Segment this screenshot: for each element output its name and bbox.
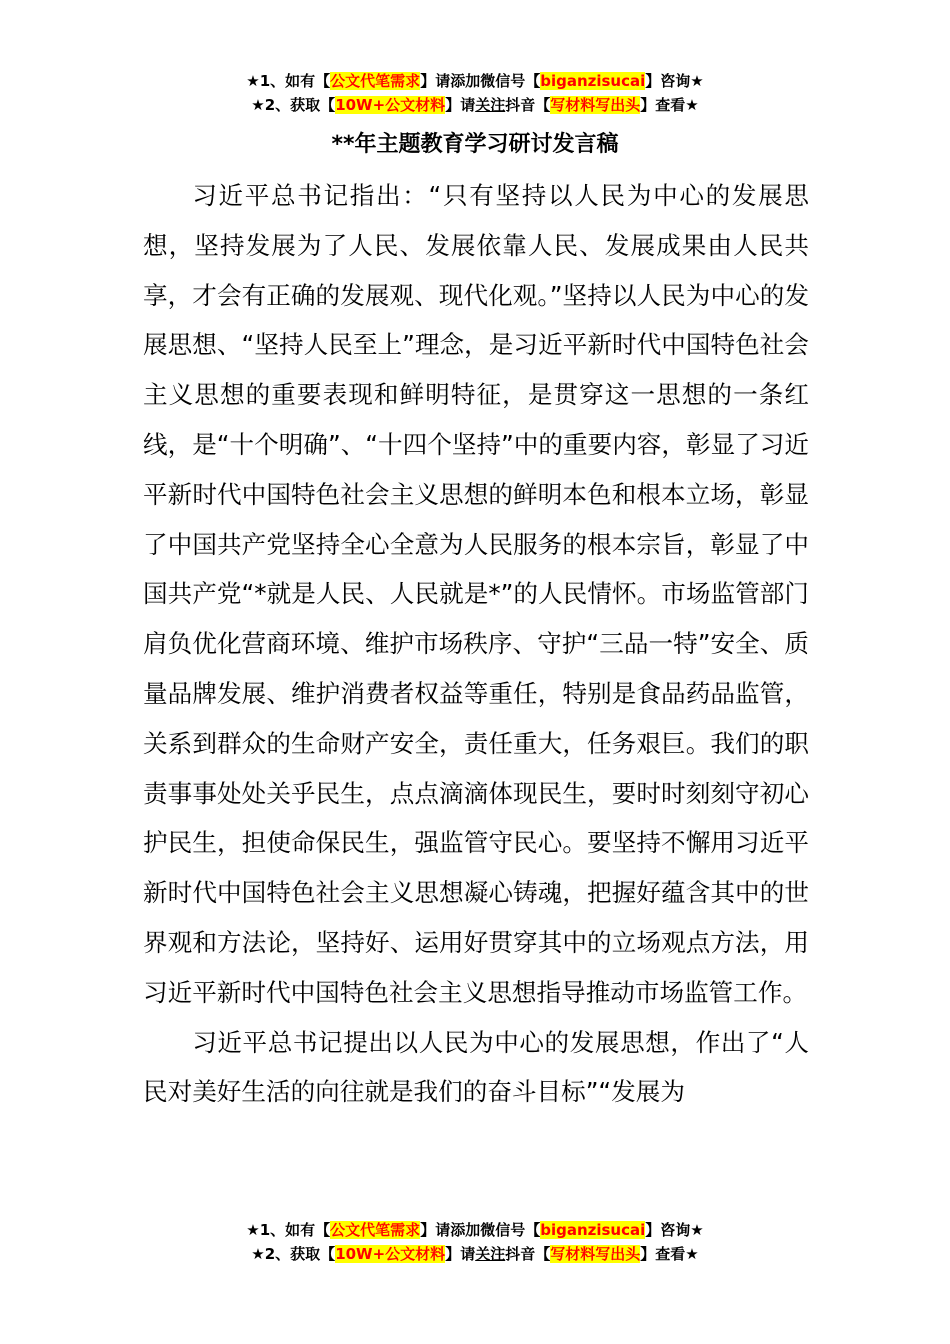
promo-text: 抖音【 [505,96,551,114]
document-title: **年主题教育学习研讨发言稿 [331,132,619,157]
promo-highlight-douyin: 写材料写出头 [550,1245,641,1263]
promo-highlight-service: 公文代笔需求 [330,1221,421,1239]
promo-text: ★2、获取【 [251,1245,336,1263]
promo-highlight-materials: 10W+公文材料 [335,1245,446,1263]
promo-highlight-wechat-id: biganzisucai [540,1221,646,1239]
promo-line-2 [0,1242,950,1266]
promo-text: 】咨询★ [645,72,704,90]
promo-text: ★1、如有【 [246,1221,331,1239]
promo-highlight-materials: 10W+公文材料 [335,96,446,114]
document-body [143,171,809,1117]
promo-highlight-wechat-id: biganzisucai [540,72,646,90]
promo-text: 】咨询★ [645,1221,704,1239]
promo-highlight-douyin: 写材料写出头 [550,96,641,114]
promo-underlined-follow: 关注 [475,96,506,114]
promo-text: ★1、如有【 [246,72,331,90]
top-promo-banner [0,69,950,117]
paragraph: 习近平总书记指出：“只有坚持以人民为中心的发展思想，坚持发展为了人民、发展依靠人民、发展成果由人民共享，才会有正确的发展观、现代化观。”坚持以人民为中心的发展思想、“坚持人民至上”理念，是习近平新时代中国特色社会主义思想的重要表现和鲜明特征，是贯穿这一思想的一条红线，是“十个明确”、“十四个坚持”中的重要内容，彰显了习近平新时代中国特色社会主义思想的鲜明本色和根本立场，彰显了中国共产党坚持全心全意为人民服务的根本宗旨，彰显了中国共产党“*就是人民、人民就是*”的人民情怀。市场监管部门肩负优化营商环境、维护市场秩序、守护“三品一特”安全、质量品牌发展、维护消费者权益等重任，特别是食品药品监管，关系到群众的生命财产安全，责任重大，任务艰巨。我们的职责事事处处关乎民生，点点滴滴体现民生，要时时刻刻守初心护民生，担使命保民生，强监管守民心。要坚持不懈用习近平新时代中国特色社会主义思想凝心铸魂，把握好蕴含其中的世界观和方法论，坚持好、运用好贯穿其中的立场观点方法，用习近平新时代中国特色社会主义思想指导推动市场监管工作。 [143,181,809,1007]
promo-underlined-follow: 关注 [475,1245,506,1263]
promo-line-1 [0,69,950,93]
promo-text: 】查看★ [640,96,699,114]
promo-text: 】请添加微信号【 [420,72,541,90]
promo-text: 】查看★ [640,1245,699,1263]
bottom-promo-banner [0,1218,950,1266]
promo-highlight-service: 公文代笔需求 [330,72,421,90]
promo-text: 】请 [445,96,476,114]
promo-text: 抖音【 [505,1245,551,1263]
promo-line-1 [0,1218,950,1242]
promo-line-2 [0,93,950,117]
promo-text: 】请 [445,1245,476,1263]
promo-text: 】请添加微信号【 [420,1221,541,1239]
paragraph: 习近平总书记提出以人民为中心的发展思想，作出了“人民对美好生活的向往就是我们的奋斗目标”“发展为 [143,1027,809,1107]
promo-text: ★2、获取【 [251,96,336,114]
